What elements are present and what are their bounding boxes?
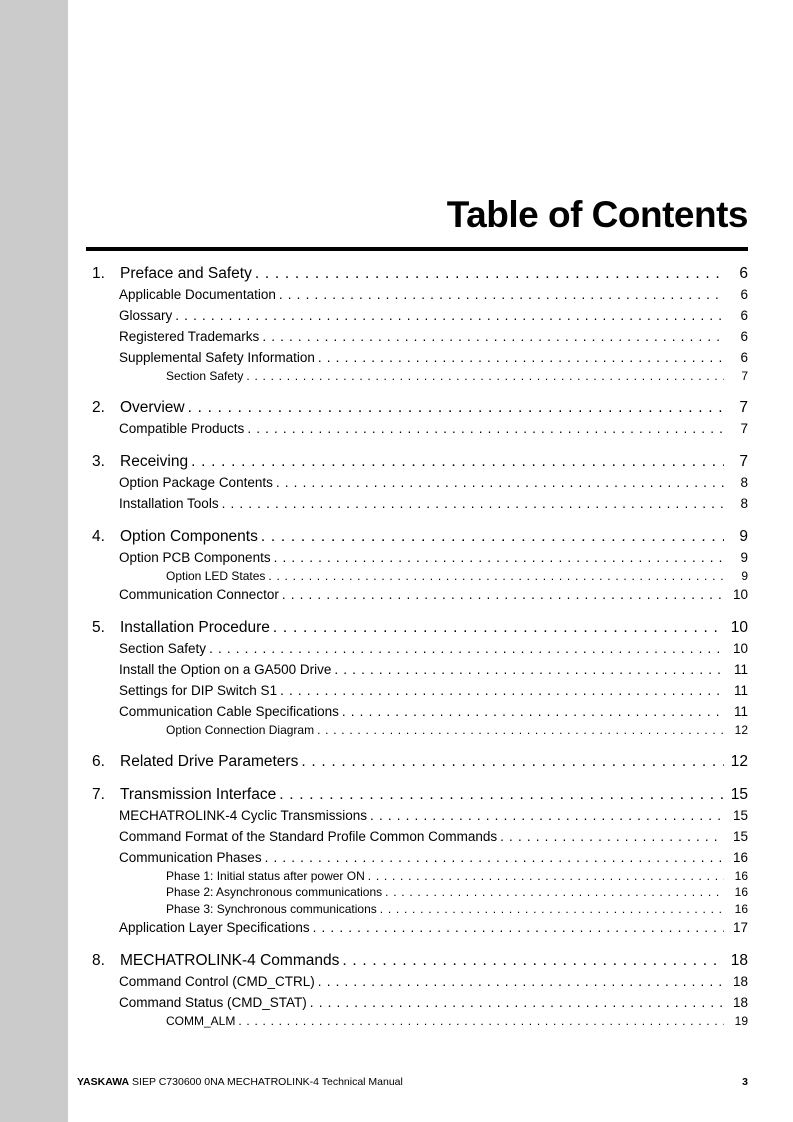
toc-dot-leader	[273, 617, 724, 638]
toc-entry[interactable]	[113, 701, 748, 722]
toc-entry[interactable]	[160, 868, 748, 885]
toc-dot-leader	[265, 847, 724, 868]
footer-doc-title: SIEP C730600 0NA MECHATROLINK-4 Technical Manual	[129, 1076, 403, 1088]
toc-entry-label: Option Package Contents	[119, 474, 273, 490]
toc-entry-label: COMM_ALM	[166, 1014, 236, 1028]
toc-entry[interactable]	[113, 971, 748, 992]
toc-dot-leader	[247, 418, 724, 439]
toc-entry-page: 17	[732, 920, 748, 935]
toc-dot-leader	[318, 971, 724, 992]
page-title: Table of Contents	[446, 194, 748, 235]
toc-entry[interactable]	[113, 826, 748, 847]
toc-entry-label: Communication Phases	[119, 849, 262, 865]
toc-dot-leader	[222, 493, 724, 514]
toc-entry-page: 6	[740, 350, 748, 365]
toc-entry-page: 7	[739, 452, 748, 470]
toc-entry-label: Option PCB Components	[119, 549, 271, 565]
toc-dot-leader	[368, 868, 724, 885]
toc-entry[interactable]	[86, 397, 748, 418]
toc-entry[interactable]	[113, 805, 748, 826]
toc-dot-leader	[274, 547, 724, 568]
toc-entry-label: Glossary	[119, 308, 173, 323]
footer-page-number: 3	[742, 1076, 748, 1088]
toc-entry-page: 16	[734, 885, 748, 899]
toc-entry[interactable]	[113, 659, 748, 680]
toc-entry[interactable]	[160, 722, 748, 739]
toc-entry-page: 15	[732, 828, 748, 844]
toc-dot-leader	[282, 584, 724, 605]
toc-entry[interactable]	[160, 568, 748, 585]
toc-entry[interactable]	[160, 884, 748, 901]
toc-entry-label: Phase 1: Initial status after power ON	[166, 868, 365, 883]
toc-entry-page: 6	[740, 308, 748, 323]
toc-entry-page: 18	[730, 952, 748, 969]
toc-entry-page: 11	[733, 662, 748, 677]
toc-entry-label: Installation Tools	[119, 495, 219, 511]
toc-entry-page: 16	[734, 868, 748, 883]
toc-entry-label: Option LED States	[166, 568, 266, 583]
toc-entry[interactable]	[160, 1013, 748, 1030]
toc-entry-label: Settings for DIP Switch S1	[119, 683, 278, 698]
toc-dot-leader	[279, 284, 724, 305]
toc-dot-leader	[342, 701, 724, 722]
toc-entry-label: Preface and Safety	[120, 265, 252, 282]
toc-entry-page: 11	[733, 683, 748, 698]
toc-entry-page: 10	[730, 619, 748, 636]
toc-entry-number: 1.	[92, 265, 105, 282]
toc-entry[interactable]	[86, 263, 748, 284]
toc-entry-label: Registered Trademarks	[119, 329, 260, 344]
toc-entry-label: Command Status (CMD_STAT)	[119, 995, 307, 1010]
toc-dot-leader	[255, 263, 724, 284]
toc-entry-page: 15	[732, 807, 748, 823]
toc-dot-leader	[262, 326, 724, 347]
toc-entry-page: 18	[732, 974, 748, 989]
toc-dot-leader	[310, 992, 724, 1013]
toc-entry-label: Applicable Documentation	[119, 287, 276, 302]
toc-entry-page: 7	[739, 398, 748, 416]
toc-dot-leader	[500, 826, 724, 847]
toc-entry[interactable]	[86, 950, 748, 971]
toc-entry-page: 6	[740, 329, 748, 344]
toc-dot-leader	[276, 472, 724, 493]
toc-dot-leader	[238, 1013, 724, 1030]
toc-entry[interactable]	[113, 493, 748, 514]
toc-entry-label: Command Format of the Standard Profile Common Commands	[119, 828, 498, 844]
toc-entry[interactable]	[113, 326, 748, 347]
page-footer	[77, 1076, 748, 1089]
document-page	[68, 0, 793, 1122]
toc-entry-label: Phase 3: Synchronous communications	[166, 901, 377, 916]
toc-entry-page: 18	[732, 995, 748, 1010]
toc-entry[interactable]	[113, 472, 748, 493]
toc-dot-leader	[268, 568, 724, 585]
footer-brand: YASKAWA	[77, 1076, 130, 1088]
toc-entry-label: MECHATROLINK-4 Commands	[120, 952, 340, 969]
toc-entry-label: Transmission Interface	[120, 785, 277, 803]
toc-dot-leader	[370, 805, 724, 826]
toc-entry-page: 16	[732, 849, 748, 865]
toc-entry-page: 8	[740, 495, 748, 511]
toc-entry[interactable]	[86, 784, 748, 805]
toc-entry-page: 7	[741, 369, 748, 383]
toc-entry-label: Supplemental Safety Information	[119, 350, 315, 365]
left-gutter	[0, 0, 68, 1122]
toc-dot-leader	[280, 680, 724, 701]
toc-entry[interactable]	[113, 917, 748, 938]
toc-dot-leader	[188, 397, 724, 418]
toc-entry[interactable]	[86, 451, 748, 472]
toc-entry[interactable]	[160, 368, 748, 385]
toc-entry-label: Installation Procedure	[120, 619, 270, 636]
toc-entry-page: 12	[730, 752, 748, 770]
toc-entry-page: 19	[734, 1014, 748, 1028]
toc-entry-page: 10	[732, 641, 748, 656]
toc-entry-page: 11	[733, 704, 748, 719]
toc-dot-leader	[261, 526, 724, 547]
toc-dot-leader	[385, 884, 724, 901]
toc-dot-leader	[380, 901, 724, 918]
toc-entry-page: 6	[740, 287, 748, 302]
toc-dot-leader	[318, 347, 724, 368]
toc-entry-label: Section Safety	[119, 641, 207, 656]
toc-entry-page: 9	[739, 527, 748, 545]
toc-dot-leader	[175, 305, 724, 326]
toc-entry[interactable]	[113, 680, 748, 701]
toc-entry-number: 3.	[92, 452, 105, 470]
toc-entry-page: 15	[730, 785, 748, 803]
toc-dot-leader	[246, 368, 724, 385]
toc-entry-label: Command Control (CMD_CTRL)	[119, 974, 315, 989]
toc-entry[interactable]	[113, 305, 748, 326]
toc-entry-label: Install the Option on a GA500 Drive	[119, 662, 332, 677]
toc-entry-label: Section Safety	[166, 369, 244, 383]
toc-dot-leader	[209, 638, 724, 659]
toc-entry[interactable]	[113, 418, 748, 439]
toc-dot-leader	[191, 451, 724, 472]
toc-entry-page: 6	[739, 265, 748, 282]
toc-entry-label: Phase 2: Asynchronous communications	[166, 885, 383, 899]
toc-entry[interactable]	[86, 617, 748, 638]
toc-entry-page: 9	[741, 568, 748, 583]
footer-doc-info	[77, 1076, 403, 1089]
toc-entry[interactable]	[113, 847, 748, 868]
toc-entry[interactable]	[113, 284, 748, 305]
toc-entry-label: Compatible Products	[119, 420, 245, 436]
toc-entry-label: Application Layer Specifications	[119, 920, 310, 935]
toc-dot-leader	[334, 659, 724, 680]
toc-dot-leader	[301, 751, 724, 772]
toc-entry[interactable]	[86, 751, 748, 772]
toc-entry-page: 16	[734, 901, 748, 916]
toc-entry-label: MECHATROLINK-4 Cyclic Transmissions	[119, 807, 368, 823]
toc-entry-label: Option Connection Diagram	[166, 723, 315, 737]
toc-entry-page: 10	[732, 587, 748, 602]
toc-entry[interactable]	[113, 347, 748, 368]
toc-entry-label: Receiving	[120, 452, 189, 470]
toc-dot-leader	[317, 722, 724, 739]
toc-entry-number: 7.	[92, 785, 105, 803]
toc-entry-number: 4.	[92, 527, 105, 545]
toc-entry-number: 5.	[92, 619, 105, 636]
toc-dot-leader	[342, 950, 724, 971]
toc-entry-label: Communication Cable Specifications	[119, 704, 339, 719]
toc-entry[interactable]	[113, 638, 748, 659]
toc-entry[interactable]	[160, 901, 748, 918]
toc-entry-number: 6.	[92, 752, 105, 770]
toc-entry[interactable]	[86, 526, 748, 547]
toc-entry[interactable]	[113, 992, 748, 1013]
toc-dot-leader	[279, 784, 724, 805]
toc-entry[interactable]	[113, 584, 748, 605]
toc-entry[interactable]	[113, 547, 748, 568]
toc-entry-page: 9	[740, 549, 748, 565]
toc-entry-page: 12	[734, 723, 748, 737]
toc-entry-label: Overview	[120, 398, 185, 416]
toc-dot-leader	[313, 917, 724, 938]
toc-list	[86, 263, 748, 1030]
toc-entry-page: 7	[740, 420, 748, 436]
toc-entry-label: Related Drive Parameters	[120, 752, 299, 770]
page-content	[86, 0, 748, 1030]
title-rule	[86, 247, 748, 251]
toc-entry-label: Communication Connector	[119, 587, 279, 602]
toc-entry-number: 8.	[92, 952, 105, 969]
toc-entry-number: 2.	[92, 398, 105, 416]
toc-entry-label: Option Components	[120, 527, 258, 545]
toc-entry-page: 8	[740, 474, 748, 490]
